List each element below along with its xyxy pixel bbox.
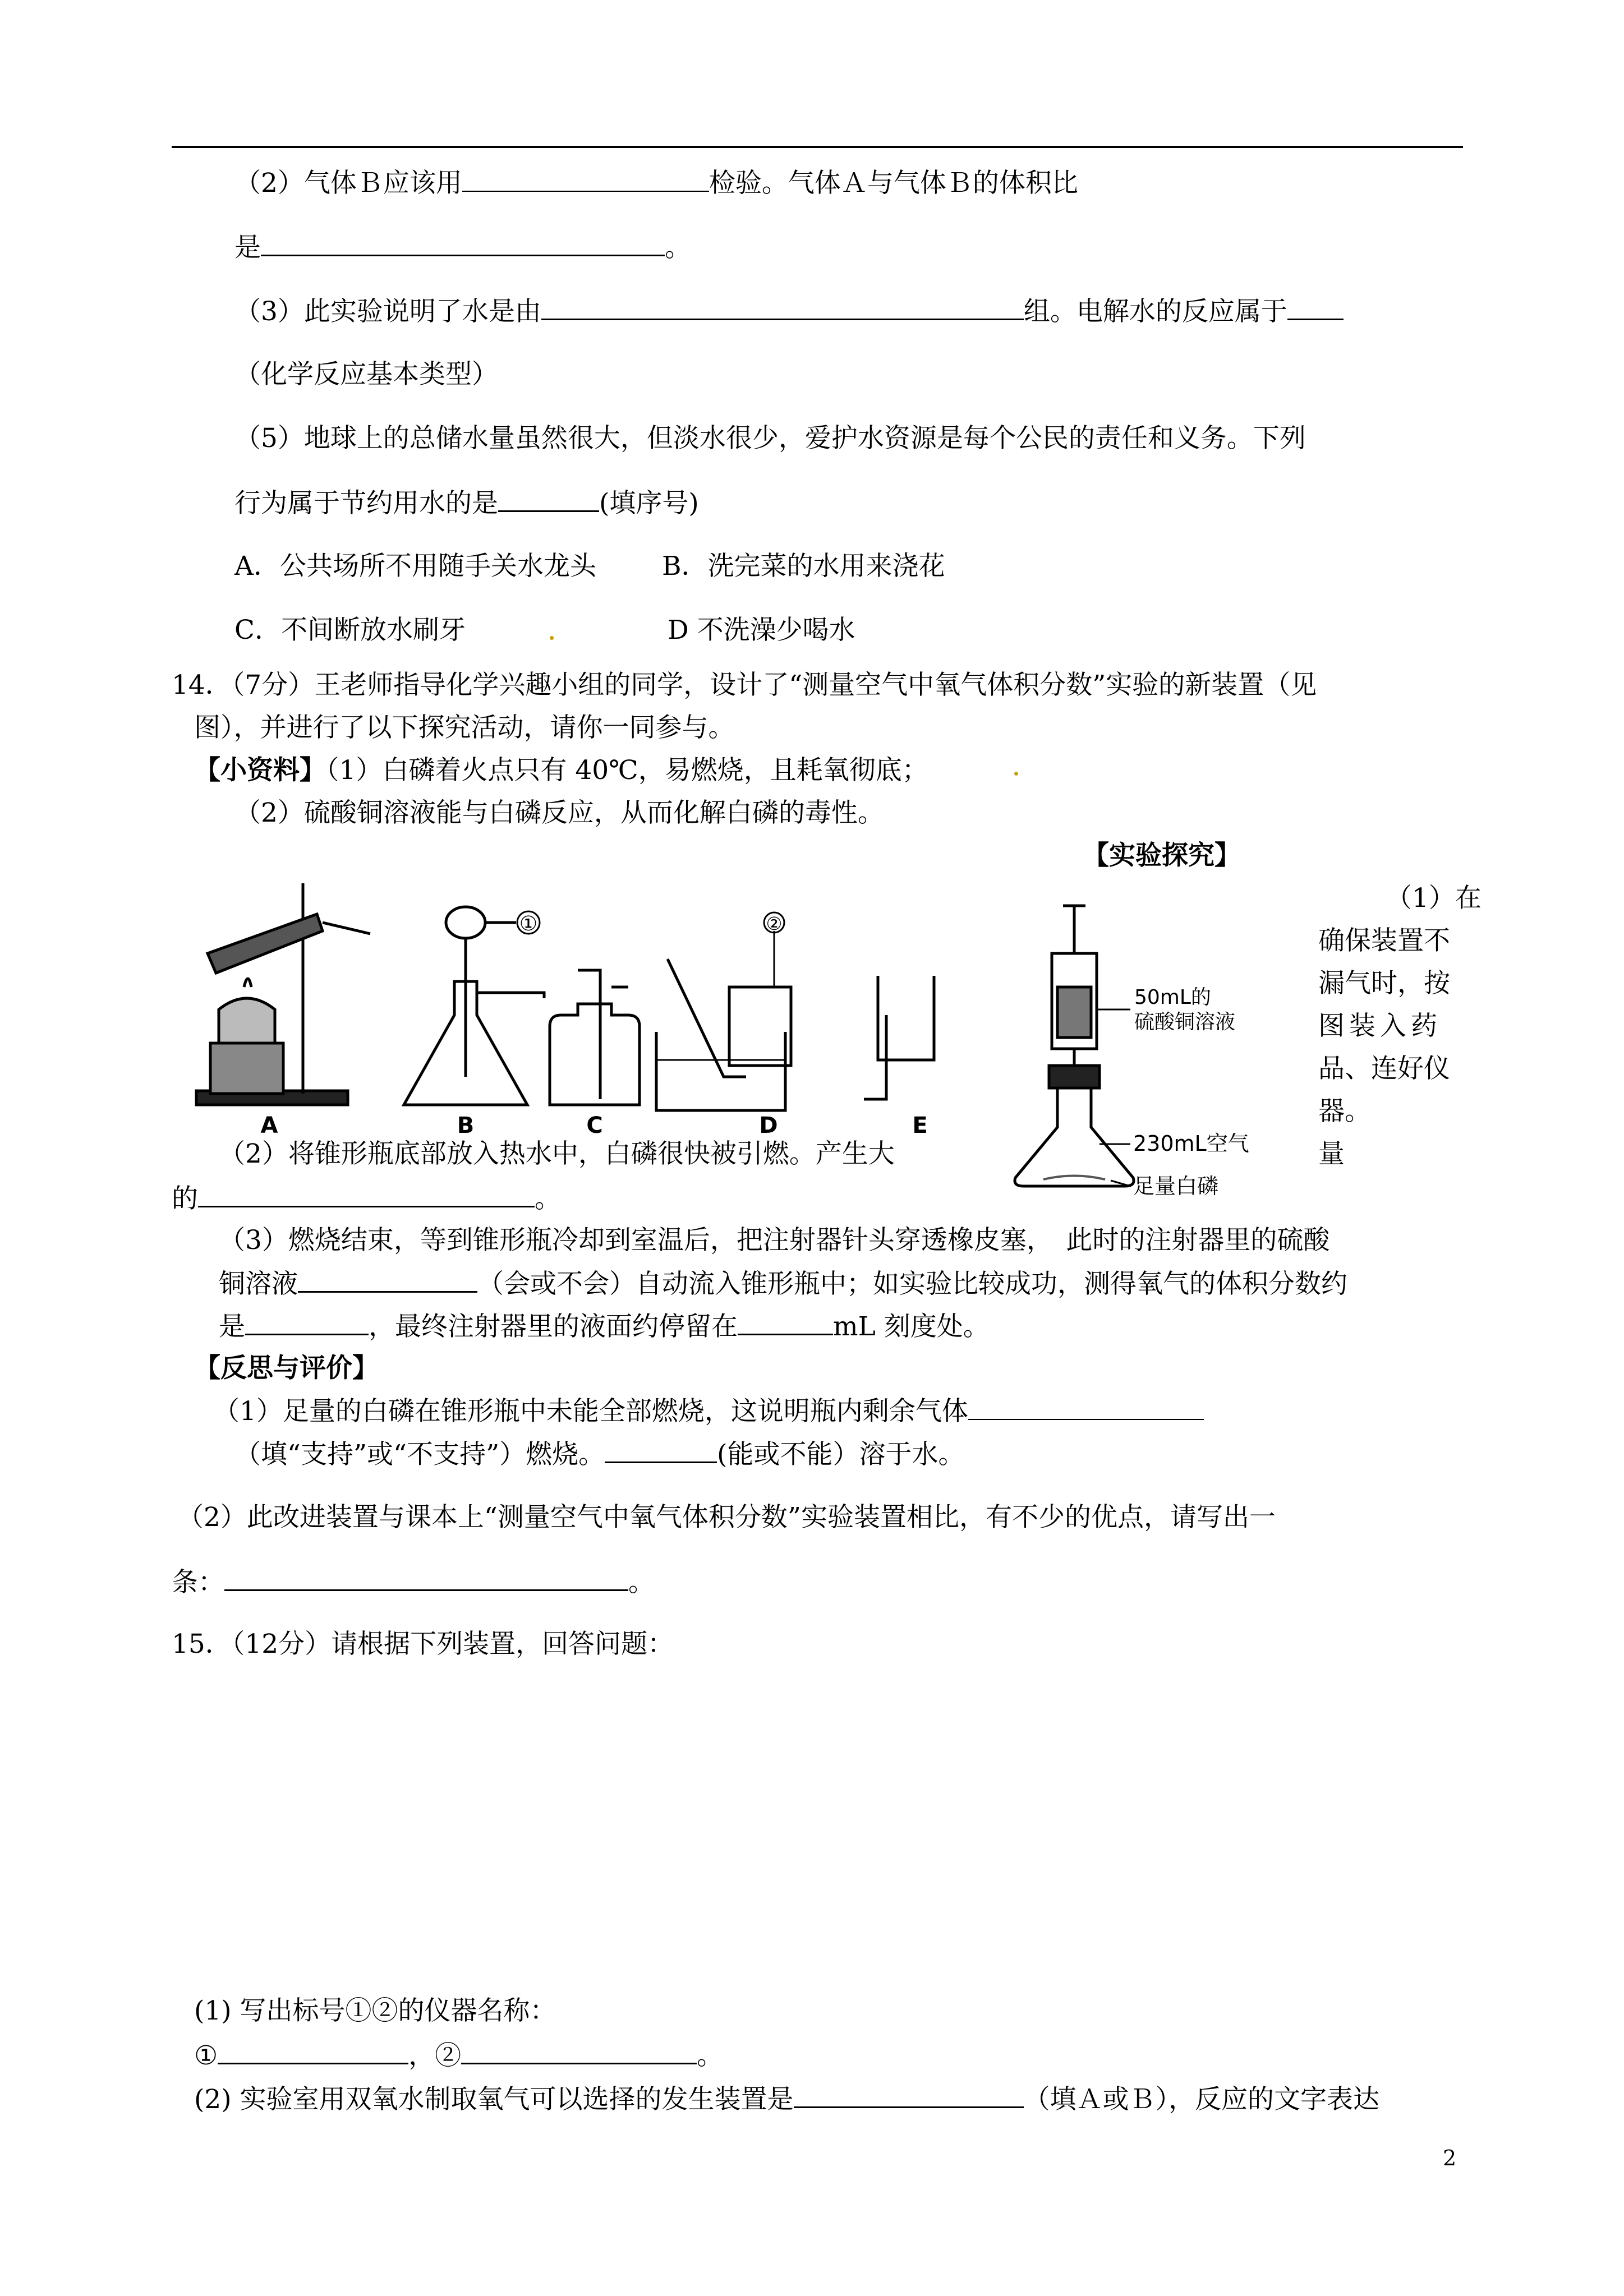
mark-1: ①	[519, 912, 538, 935]
text: （填Ａ或Ｂ），反应的文字表达	[1023, 2084, 1380, 2115]
syringe-flask-figure	[1004, 897, 1307, 1200]
explore-head: 【实验探究】	[1083, 840, 1241, 871]
text: ，②	[408, 2040, 462, 2071]
label-d: D	[759, 1113, 778, 1138]
stray-mark	[550, 636, 554, 640]
q13-part2-line	[234, 166, 1078, 200]
text: 是	[234, 232, 261, 263]
alcohol-lamp	[219, 998, 275, 1043]
option-c: C．不间断放水刷牙	[234, 615, 466, 646]
side-text: 漏气时，按	[1318, 968, 1450, 999]
q13-part5-cont	[234, 486, 699, 520]
text: 。	[535, 1183, 561, 1214]
answer-blank[interactable]	[224, 1565, 628, 1591]
q14-reflect2-cont	[172, 1565, 655, 1599]
q15-intro: 15．（12分）请根据下列装置，回答问题：	[172, 1629, 674, 1659]
q13-part5-line: （5）地球上的总储水量虽然很大，但淡水很少，爱护水资源是每个公民的责任和义务。下列	[234, 423, 1306, 454]
rubber-stopper	[1049, 1066, 1099, 1088]
text: 条：	[172, 1567, 224, 1598]
q14-reflect2: （2）此改进装置与课本上“测量空气中氧气体积分数”实验装置相比，有不少的优点，请写出一	[177, 1502, 1276, 1533]
answer-blank[interactable]	[218, 2038, 408, 2064]
side-text: （1）在	[1386, 883, 1482, 914]
q14-intro: 14．（7分）王老师指导化学兴趣小组的同学，设计了“测量空气中氧气体积分数”实验的新装置（见	[172, 670, 1317, 700]
reflect-head: 【反思与评价】	[194, 1353, 379, 1384]
answer-blank[interactable]	[1287, 294, 1344, 320]
white-phosphorus	[1043, 1176, 1105, 1180]
q13-part3-line	[234, 294, 1344, 329]
text: 。	[697, 2040, 724, 2071]
flame	[244, 979, 251, 987]
answer-blank[interactable]	[261, 230, 665, 256]
q14-step3-cont	[219, 1266, 1347, 1301]
text: 行为属于节约用水的是	[234, 488, 498, 519]
text: 的	[172, 1183, 198, 1214]
text: （2）气体Ｂ应该用	[234, 168, 462, 199]
answer-blank[interactable]	[245, 1309, 369, 1335]
funnel-bulb	[446, 907, 485, 938]
side-text: 品、连好仪	[1318, 1053, 1450, 1084]
side-text: 器。	[1318, 1096, 1371, 1127]
text: 检验。气体Ａ与气体Ｂ的体积比	[709, 168, 1078, 199]
answer-blank[interactable]	[462, 166, 709, 192]
answer-blank[interactable]	[198, 1181, 535, 1207]
text: 是	[219, 1311, 245, 1342]
conical-flask	[1015, 1088, 1134, 1186]
option-b: B．洗完菜的水用来浇花	[662, 551, 945, 582]
gas-bottle	[550, 1004, 640, 1105]
label-solution: 硫酸铜溶液	[1134, 1011, 1236, 1034]
q14-step2-cont	[172, 1181, 561, 1216]
text: 组。电解水的反应属于	[1023, 296, 1287, 327]
option-d: D 不洗澡少喝水	[668, 615, 855, 646]
q15-part1-blanks	[194, 2038, 723, 2073]
side-text: 确保装置不	[1318, 925, 1450, 956]
side-text: 量	[1318, 1138, 1345, 1169]
answer-blank[interactable]	[794, 2082, 1024, 2108]
text: （1）白磷着火点只有 40℃，易燃烧，且耗氧彻底；	[326, 755, 928, 786]
syringe-liquid	[1057, 987, 1091, 1038]
text: ，最终注射器里的液面约停留在	[369, 1311, 738, 1342]
q14-step2: （2）将锥形瓶底部放入热水中，白磷很快被引燃。产生大	[219, 1138, 895, 1169]
label-c: C	[586, 1113, 603, 1138]
q14-reflect1-cont	[234, 1437, 964, 1472]
collecting-bottle	[729, 987, 791, 1066]
q14-reflect1	[213, 1394, 1204, 1428]
q13-part2-cont	[234, 230, 691, 265]
option-a: A．公共场所不用随手关水龙头	[234, 551, 596, 582]
side-text: 图装入药	[1318, 1011, 1442, 1041]
text: （填“支持”或“不支持”）燃烧。	[234, 1439, 605, 1470]
text: 。	[628, 1567, 655, 1598]
answer-blank[interactable]	[298, 1266, 477, 1293]
text: (能或不能）溶于水。	[717, 1439, 965, 1470]
q14-info1	[194, 754, 928, 787]
label-a: A	[260, 1113, 278, 1138]
label-air: 230mL空气	[1133, 1131, 1249, 1156]
q15-part1: (1) 写出标号①②的仪器名称：	[194, 1995, 556, 2026]
text: ①	[194, 2040, 218, 2071]
mark-2: ②	[766, 913, 783, 934]
answer-blank[interactable]	[605, 1437, 717, 1463]
text: (2) 实验室用双氧水制取氧气可以选择的发生装置是	[194, 2084, 794, 2115]
wood-block	[210, 1043, 283, 1094]
answer-blank[interactable]	[968, 1394, 1204, 1420]
section-head: 【小资料】	[194, 755, 326, 786]
q15-part2	[194, 2082, 1379, 2117]
q14-intro-cont: 图），并进行了以下探究活动，请你一同参与。	[194, 712, 735, 743]
text: （会或不会）自动流入锥形瓶中；如实验比较成功，测得氧气的体积分数约	[477, 1269, 1347, 1299]
text: 。	[665, 232, 691, 263]
label-e: E	[912, 1113, 928, 1138]
q13-part3-note: （化学反应基本类型）	[234, 359, 498, 390]
text: （3）此实验说明了水是由	[234, 296, 541, 327]
answer-blank[interactable]	[461, 2038, 697, 2064]
q14-step3: （3）燃烧结束，等到锥形瓶冷却到室温后，把注射器针头穿透橡皮塞， 此时的注射器里的硫酸	[219, 1225, 1330, 1256]
stray-mark	[1014, 772, 1018, 776]
label-b: B	[457, 1113, 475, 1138]
q14-info2: （2）硫酸铜溶液能与白磷反应，从而化解白磷的毒性。	[234, 797, 884, 828]
delivery-tube	[323, 923, 370, 934]
text: 铜溶液	[219, 1269, 298, 1299]
text: (填序号)	[599, 488, 699, 519]
header-rule	[172, 146, 1463, 148]
label-syringe: 50mL的	[1134, 986, 1211, 1009]
text: mL 刻度处。	[833, 1311, 990, 1342]
side-tube	[477, 993, 544, 998]
answer-blank[interactable]	[498, 486, 599, 512]
answer-blank[interactable]	[541, 294, 1024, 320]
page-number: 2	[1443, 2146, 1457, 2170]
text: （1）足量的白磷在锥形瓶中未能全部燃烧，这说明瓶内剩余气体	[213, 1396, 968, 1427]
long-tube	[578, 970, 600, 1099]
q14-step3-cont2	[219, 1309, 990, 1344]
answer-blank[interactable]	[738, 1309, 833, 1335]
apparatus-figure	[185, 875, 970, 1144]
gas-tube-e	[864, 1015, 886, 1099]
label-phosphorus: 足量白磷	[1133, 1174, 1219, 1198]
test-tube	[208, 914, 323, 973]
